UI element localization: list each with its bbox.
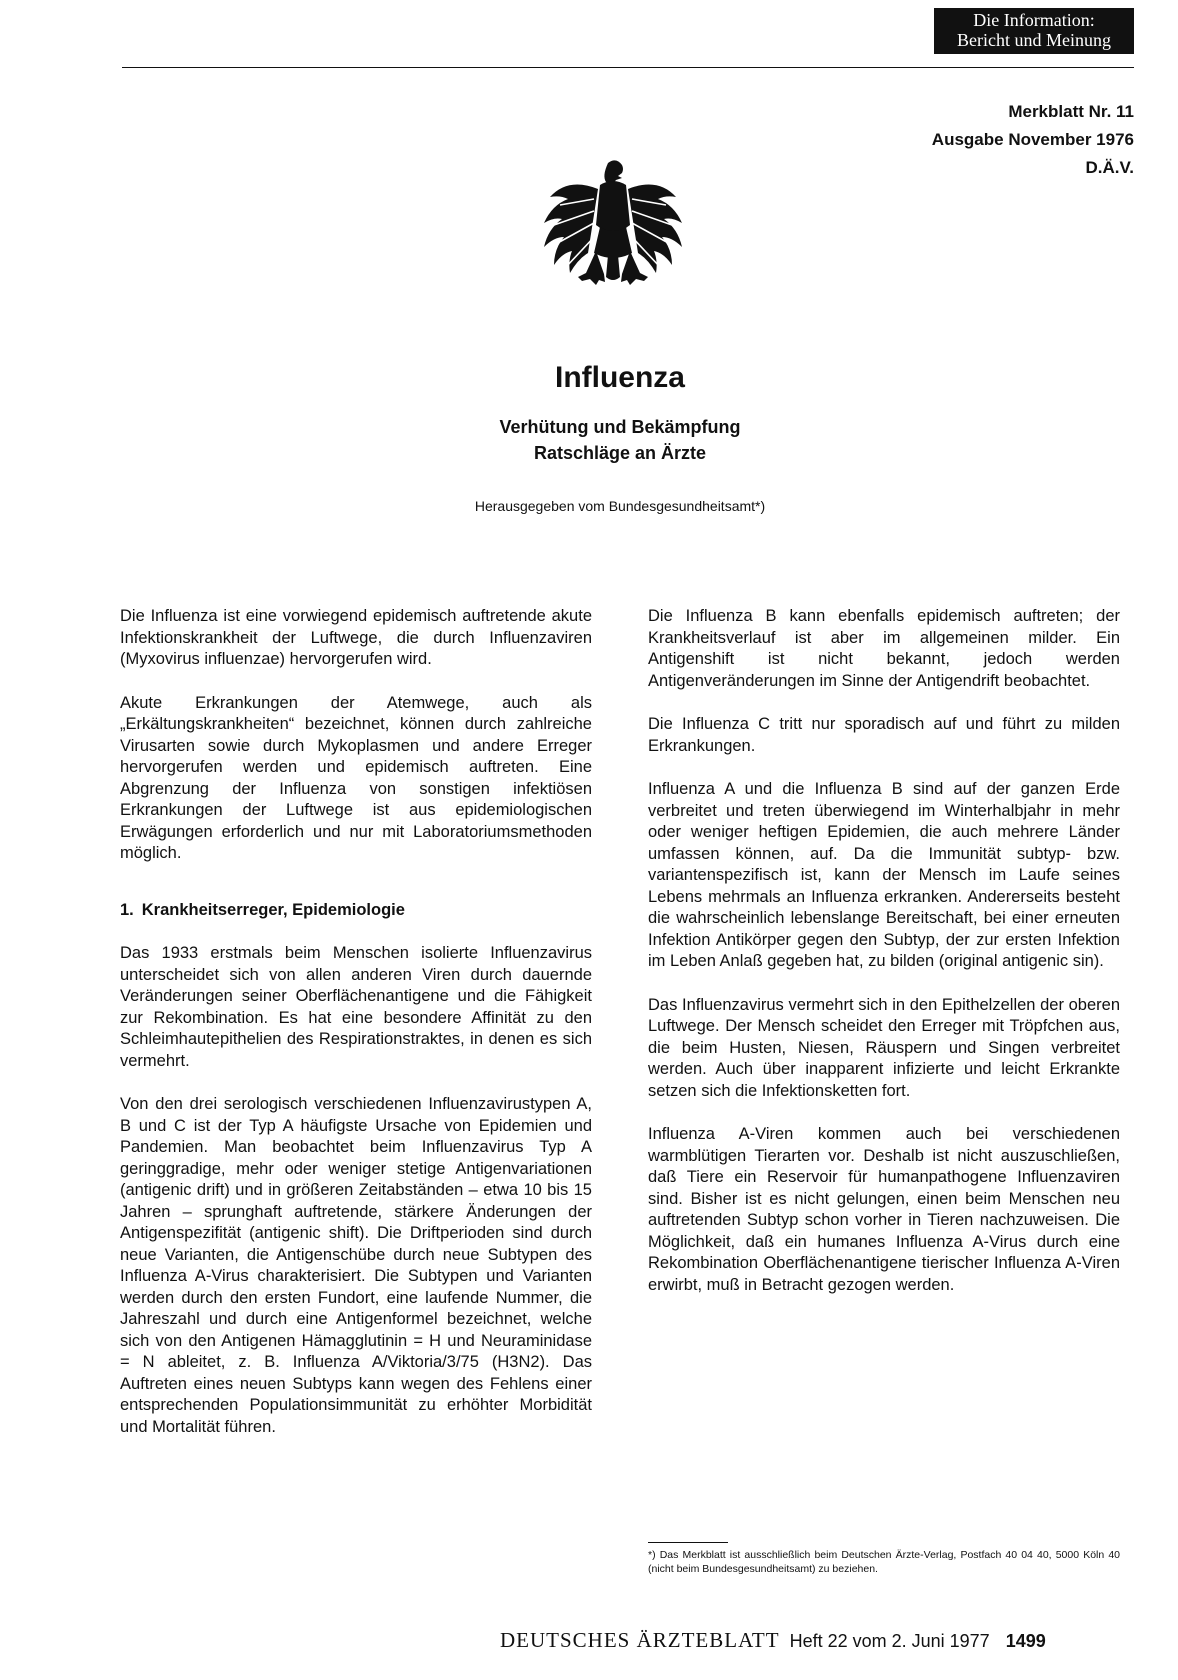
footnote-rule	[648, 1542, 728, 1543]
subtitle-line2: Ratschläge an Ärzte	[533, 443, 707, 463]
meta-edition: Ausgabe November 1976	[931, 130, 1134, 149]
paragraph-influenza-b: Die Influenza B kann ebenfalls epidemisch auftreten; der Krankheitsverlauf ist aber im allgemeinen milder. Ein Antigenshift ist nicht bekannt, jedoch werden Antigenveränderungen im Sinne der Antigendrift beobachtet.	[648, 607, 1120, 690]
footnote: *) Das Merkblatt ist ausschließlich beim Deutschen Ärzte-Verlag, Postfach 40 04 40, 5000 Köln 40 (nicht beim Bundesgesundheitsamt) zu beziehen.	[648, 1549, 1120, 1575]
section-badge-line2: Bericht und Meinung	[957, 30, 1111, 50]
document-meta	[932, 98, 1134, 182]
paragraph-definition: Die Influenza ist eine vorwiegend epidemisch auftretende akute Infektionskrankheit der Luftwege, die durch Influenzaviren (Myxovirus influenzae) hervorgerufen wird.	[120, 607, 592, 668]
paragraph-influenza-c: Die Influenza C tritt nur sporadisch auf und führt zu milden Erkrankungen.	[648, 715, 1120, 755]
section-badge	[934, 8, 1134, 54]
paragraph-virus: Das 1933 erstmals beim Menschen isolierte Influenzavirus unterscheidet sich von allen anderen Viren durch dauernde Veränderungen seiner Oberflächenantigene und die Fähigkeit zur Rekombination. Es hat eine besondere Affinität zu den Schleimhautepithelien des Respirationstraktes, in denen es sich vermehrt.	[120, 944, 592, 1070]
journal-name: DEUTSCHES ÄRZTEBLATT	[500, 1628, 780, 1652]
meta-leaflet-number: Merkblatt Nr. 11	[1008, 102, 1134, 121]
issue-info: Heft 22 vom 2. Juni 1977	[789, 1631, 990, 1651]
right-column	[648, 606, 1120, 1318]
left-column	[120, 606, 592, 1460]
header-rule	[122, 67, 1134, 68]
publisher-note: Herausgegeben vom Bundesgesundheitsamt*)	[474, 498, 766, 514]
subtitle-line1: Verhütung und Bekämpfung	[499, 417, 741, 437]
paragraph-distribution: Influenza A und die Influenza B sind auf der ganzen Erde verbreitet und treten überwiegend im Winterhalbjahr in mehr oder weniger heftigen Epidemien, die auch mehrere Länder umfassen können, auf. Da die Immunität subtyp- bzw. variantenspezifisch ist, kann der Mensch im Laufe seines Lebens mehrmals an Influenza erkranken. Andererseits besteht die wahrscheinlich lebenslange Bereitschaft, bei einer erneuten Infektion Antikörper gegen den Subtyp, der zur ersten Infektion im Leben Anlaß gegeben hat, zu bilden (original antigenic sin).	[648, 780, 1120, 970]
page-subtitle	[0, 414, 1178, 466]
section-heading	[120, 900, 592, 922]
paragraph-animal-reservoir: Influenza A-Viren kommen auch bei verschiedenen warmblütigen Tierarten vor. Deshalb ist nicht auszuschließen, daß Tiere ein Reservoir für humanpathogene Influenzaviren sind. Bisher ist es nicht gelungen, einen beim Menschen neu auftretenden Subtyp schon vorher in Tieren nachzuweisen. Die Möglichkeit, daß ein humanes Influenza A-Virus durch eine Rekombination Oberflächenantigene tierischer Influenza A-Viren erwirbt, muß in Betracht gezogen werden.	[648, 1125, 1120, 1294]
paragraph-transmission: Das Influenzavirus vermehrt sich in den Epithelzellen der oberen Luftwege. Der Mensch scheidet den Erreger mit Tröpfchen aus, die beim Husten, Niesen, Räuspern und Singen verbreitet werden. Auch über inapparent infizierte und leicht Erkrankte setzen sich die Infektionsketten fort.	[648, 995, 1120, 1100]
page-number: 1499	[1005, 1631, 1046, 1651]
paragraph-virus-types: Von den drei serologisch verschiedenen Influenzavirustypen A, B und C ist der Typ A häufigste Ursache von Epidemien und Pandemien. Man beobachtet beim Influenzavirus Typ A geringgradige, mehr oder weniger stetige Antigenvariationen (antigenic drift) und in größeren Zeitabständen – etwa 10 bis 15 Jahren – sprunghaft auftretende, stärkere Änderungen der Antigenspezifität (antigenic shift). Die Driftperioden sind durch neue Varianten, die Antigenschübe durch neue Subtypen des Influenza A-Virus charakterisiert. Die Subtypen und Varianten werden durch den ersten Fundort, eine laufende Nummer, die Jahreszahl und durch eine Antigenformel bezeichnet, welche sich von den Antigenen Hämagglutinin = H und Neuraminidase = N ableitet, z. B. Influenza A/Viktoria/3/75 (H3N2). Das Auftreten eines neuen Subtyps kann wegen des Fehlens einer entsprechenden Populationsimmunität zu erhöhter Morbidität und Mortalität führen.	[120, 1095, 592, 1436]
paragraph-differentiation: Akute Erkrankungen der Atemwege, auch als „Erkältungskrankheiten“ bezeichnet, können durch zahlreiche Virusarten sowie durch Mykoplasmen und andere Erreger hervorgerufen werden und epidemisch auftreten. Eine Abgrenzung der Influenza von sonstigen infektiösen Erkrankungen der Luftwege ist aus epidemiologischen Erwägungen erforderlich und nur mit Laboratoriumsmethoden möglich.	[120, 693, 592, 862]
page-title: Influenza	[554, 361, 685, 394]
page-footer	[500, 1628, 1046, 1653]
section-number: 1.	[120, 900, 134, 919]
section-heading-text: Krankheitserreger, Epidemiologie	[141, 900, 405, 919]
federal-eagle-icon	[538, 155, 688, 305]
section-badge-line1: Die Information:	[973, 10, 1095, 30]
meta-abbreviation: D.Ä.V.	[1085, 158, 1134, 177]
